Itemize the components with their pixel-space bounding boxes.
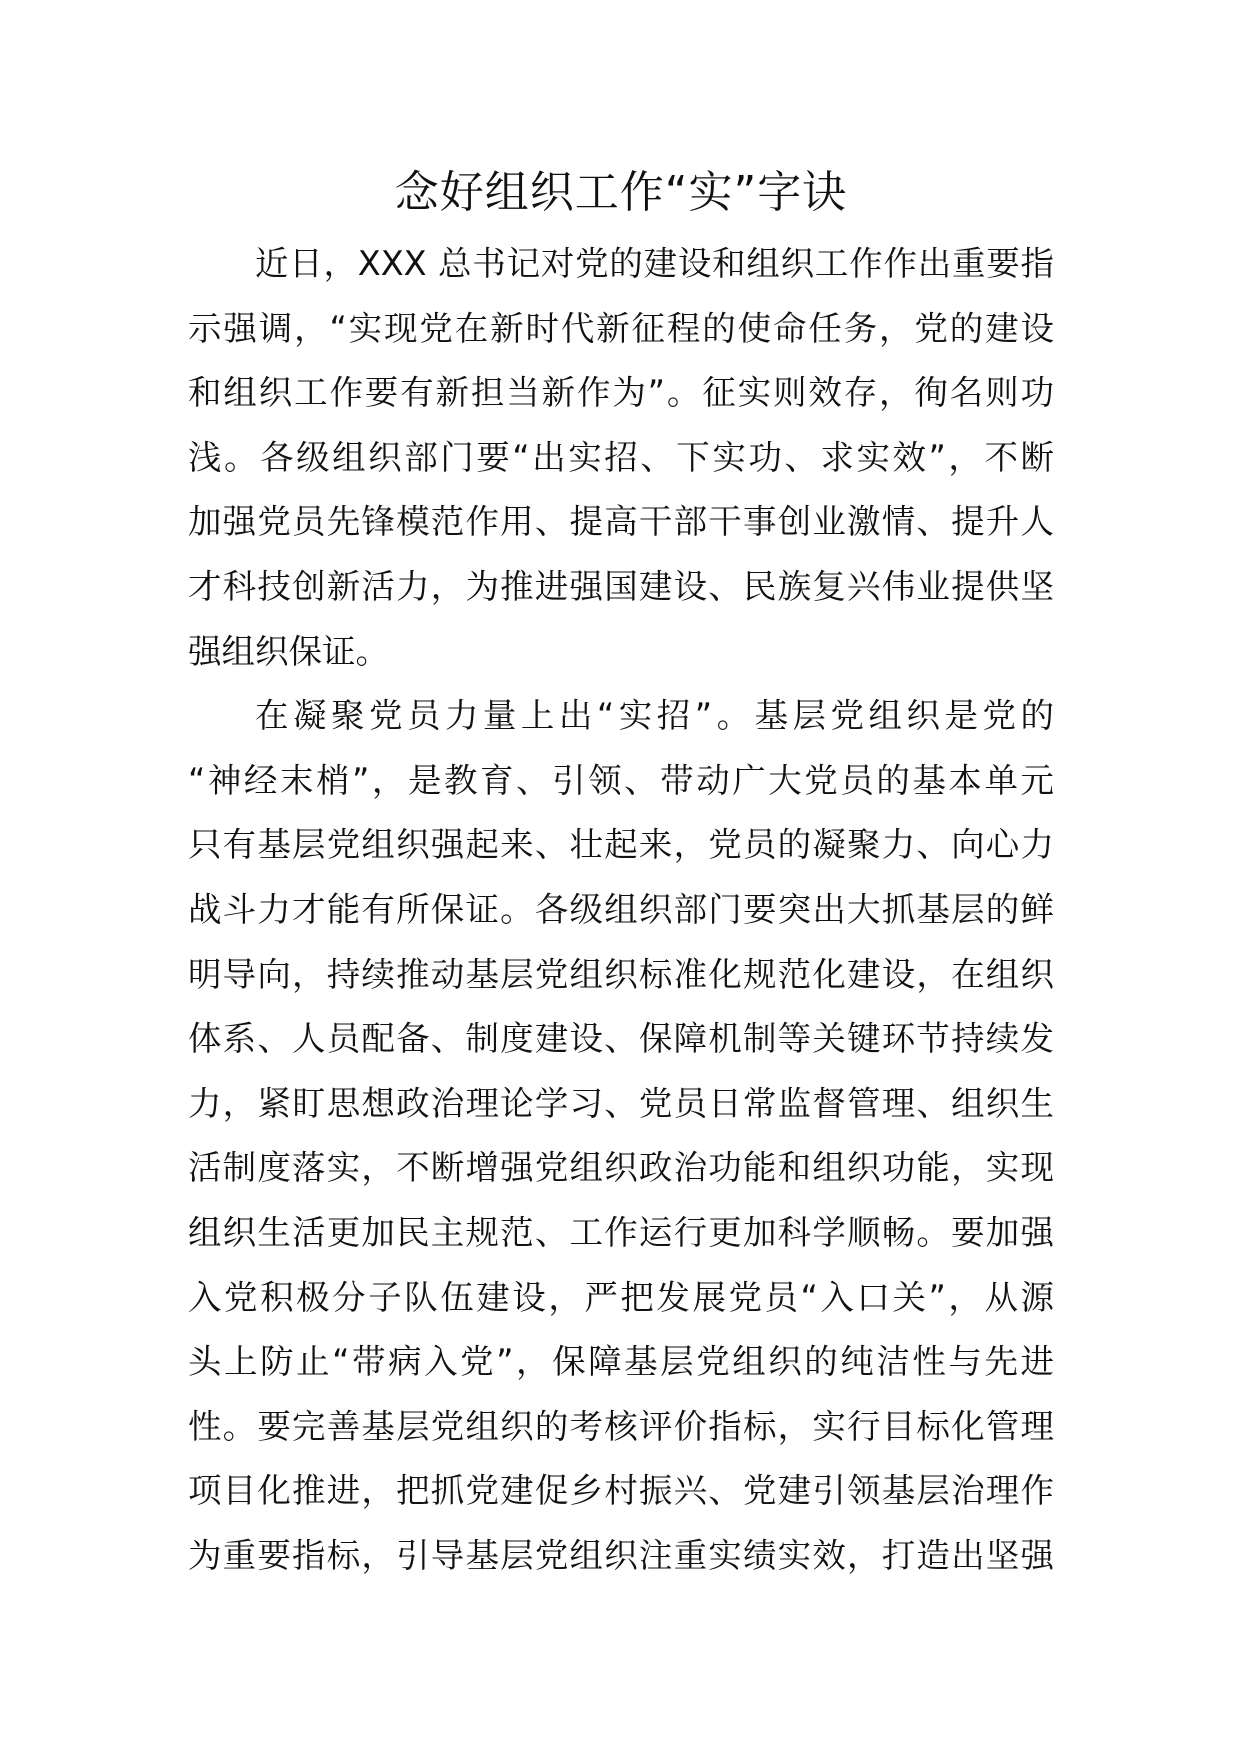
- paragraph-line: 在凝聚党员力量上出“实招”。基层党组织是党的: [255, 696, 1054, 736]
- paragraph-line: “神经末梢”，是教育、引领、带动广大党员的基本单元: [188, 760, 1054, 800]
- paragraph-line: 才科技创新活力，为推进强国建设、民族复兴伟业提供坚: [188, 566, 1054, 606]
- document-body: [188, 232, 1054, 1588]
- paragraph-line: 明导向，持续推动基层党组织标准化规范化建设，在组织: [188, 954, 1054, 994]
- paragraph-line: 只有基层党组织强起来、壮起来，党员的凝聚力、向心力: [188, 825, 1054, 865]
- paragraph-line: 入党积极分子队伍建设，严把发展党员“入口关”，从源: [188, 1277, 1054, 1317]
- paragraph-line: 强组织保证。: [188, 631, 389, 671]
- paragraph-line: 战斗力才能有所保证。各级组织部门要突出大抓基层的鲜: [188, 889, 1054, 929]
- paragraph-line: 头上防止“带病入党”，保障基层党组织的纯洁性与先进: [188, 1342, 1054, 1382]
- paragraph-line: 活制度落实，不断增强党组织政治功能和组织功能，实现: [188, 1148, 1054, 1188]
- paragraph-line: 浅。各级组织部门要“出实招、下实功、求实效”，不断: [188, 437, 1054, 477]
- paragraph-line: 力，紧盯思想政治理论学习、党员日常监督管理、组织生: [188, 1083, 1054, 1123]
- document-title: 念好组织工作“实”字诀: [394, 167, 848, 218]
- paragraph-line: 加强党员先锋模范作用、提高干部干事创业激情、提升人: [188, 502, 1054, 542]
- paragraph-line: 项目化推进，把抓党建促乡村振兴、党建引领基层治理作: [188, 1471, 1054, 1511]
- paragraph-line: 体系、人员配备、制度建设、保障机制等关键环节持续发: [188, 1019, 1054, 1059]
- paragraph-line: 近日，XXX 总书记对党的建设和组织工作作出重要指: [255, 244, 1054, 283]
- paragraph-line: 为重要指标，引导基层党组织注重实绩实效，打造出坚强: [188, 1535, 1054, 1575]
- paragraph-line: 和组织工作要有新担当新作为”。征实则效存，徇名则功: [188, 373, 1054, 413]
- paragraph-line: 示强调，“实现党在新时代新征程的使命任务，党的建设: [188, 308, 1054, 348]
- paragraph-intro: [188, 232, 1054, 684]
- paragraph-section-1: [188, 684, 1054, 1588]
- paragraph-line: 性。要完善基层党组织的考核评价指标，实行目标化管理: [188, 1406, 1054, 1446]
- paragraph-line: 组织生活更加民主规范、工作运行更加科学顺畅。要加强: [188, 1212, 1054, 1252]
